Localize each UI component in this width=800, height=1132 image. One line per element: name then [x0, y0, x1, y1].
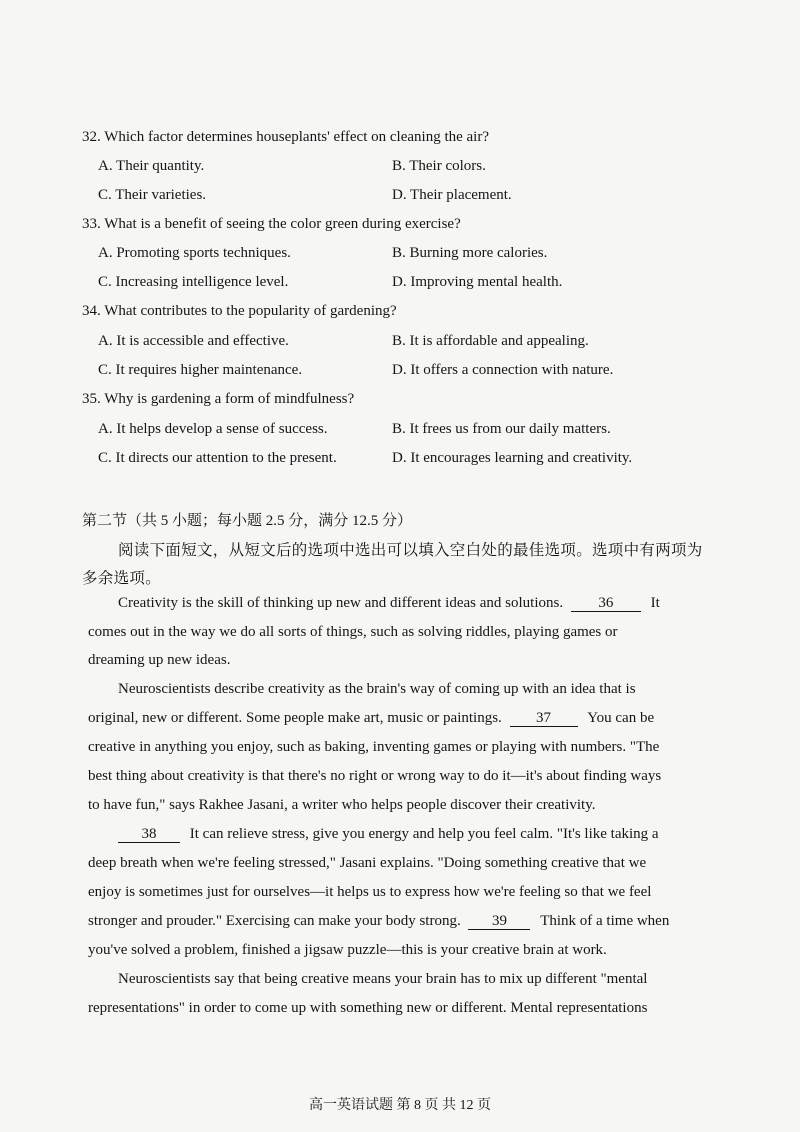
passage-text: Creativity is the skill of thinking up new and different ideas and solutions.	[118, 595, 564, 611]
question-35-stem: 35. Why is gardening a form of mindfulness?	[82, 391, 355, 407]
blank-39: 39	[468, 914, 530, 930]
question-33-option-a: A. Promoting sports techniques.	[98, 245, 291, 261]
passage-line: creative in anything you enjoy, such as baking, inventing games or playing with numbers. "The	[88, 739, 660, 755]
passage-line	[88, 913, 694, 930]
question-33-option-c: C. Increasing intelligence level.	[98, 274, 289, 290]
passage-line: comes out in the way we do all sorts of things, such as solving riddles, playing games or	[88, 624, 618, 640]
page-footer: 高一英语试题 第 8 页 共 12 页	[309, 1098, 491, 1113]
passage-text: It can relieve stress, give you energy and help you feel calm. "It's like taking a	[189, 826, 659, 842]
blank-36: 36	[571, 596, 641, 612]
question-32-option-a: A. Their quantity.	[98, 158, 205, 174]
question-34-option-c: C. It requires higher maintenance.	[98, 362, 303, 378]
question-33-stem: 33. What is a benefit of seeing the color green during exercise?	[82, 216, 461, 232]
passage-line	[88, 710, 694, 727]
question-35-option-a: A. It helps develop a sense of success.	[98, 421, 328, 437]
section-2-title: 第二节（共 5 小题；每小题 2.5 分，满分 12.5 分）	[82, 513, 413, 529]
passage-text: You can be	[587, 710, 655, 726]
question-34-option-d: D. It offers a connection with nature.	[392, 362, 614, 378]
passage-text: original, new or different. Some people make art, music or paintings.	[88, 710, 502, 726]
question-32-option-d: D. Their placement.	[392, 187, 512, 203]
question-33-option-b: B. Burning more calories.	[392, 245, 548, 261]
passage-line: you've solved a problem, finished a jigsaw puzzle—this is your creative brain at work.	[88, 942, 607, 958]
question-32-stem: 32. Which factor determines houseplants' effect on cleaning the air?	[82, 129, 489, 145]
passage-line: enjoy is sometimes just for ourselves—it helps us to express how we're feeling so that we feel	[88, 884, 652, 900]
passage-text: stronger and prouder." Exercising can make your body strong.	[88, 913, 461, 929]
question-32-option-c: C. Their varieties.	[98, 187, 207, 203]
question-32-option-b: B. Their colors.	[392, 158, 486, 174]
blank-38: 38	[118, 827, 180, 843]
passage-line	[118, 826, 692, 843]
blank-37: 37	[510, 711, 578, 727]
section-2-instruction-line-1: 阅读下面短文，从短文后的选项中选出可以填入空白处的最佳选项。选项中有两项为	[118, 542, 703, 559]
question-34-stem: 34. What contributes to the popularity of gardening?	[82, 303, 397, 319]
passage-text: Think of a time when	[540, 913, 670, 929]
section-2-instruction-line-2: 多余选项。	[82, 570, 162, 587]
passage-line: to have fun," says Rakhee Jasani, a writer who helps people discover their creativity.	[88, 797, 596, 813]
passage-line: Neuroscientists describe creativity as the brain's way of coming up with an idea that is	[118, 681, 636, 697]
question-35-option-b: B. It frees us from our daily matters.	[392, 421, 611, 437]
passage-line: deep breath when we're feeling stressed," Jasani explains. "Doing something creative that we	[88, 855, 647, 871]
passage-text: It	[650, 595, 660, 611]
question-35-option-c: C. It directs our attention to the present.	[98, 450, 337, 466]
passage-line: dreaming up new ideas.	[88, 652, 231, 668]
question-33-option-d: D. Improving mental health.	[392, 274, 563, 290]
passage-line	[118, 595, 692, 612]
question-34-option-b: B. It is affordable and appealing.	[392, 333, 589, 349]
question-35-option-d: D. It encourages learning and creativity.	[392, 450, 633, 466]
question-34-option-a: A. It is accessible and effective.	[98, 333, 289, 349]
passage-line: Neuroscientists say that being creative means your brain has to mix up different "mental	[118, 971, 648, 987]
passage-line: best thing about creativity is that there's no right or wrong way to do it—it's about finding ways	[88, 768, 662, 784]
passage-line: representations" in order to come up with something new or different. Mental representations	[88, 1000, 648, 1016]
